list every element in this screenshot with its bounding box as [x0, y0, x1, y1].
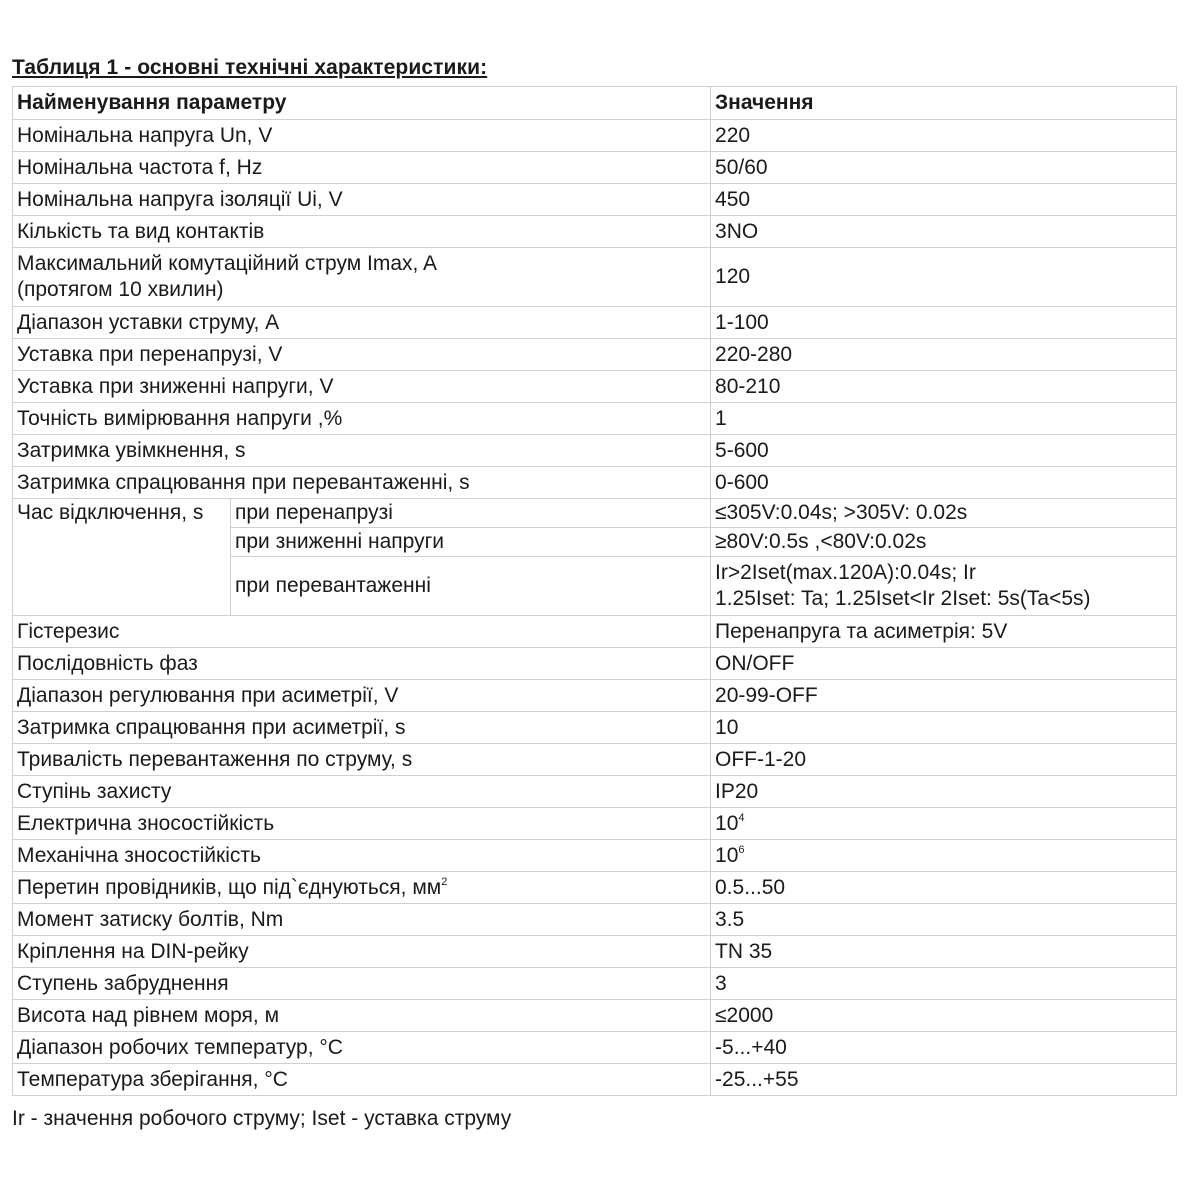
value-cell: 1-100	[711, 307, 1177, 339]
table-row	[13, 776, 1177, 808]
header-value: Значення	[711, 87, 1177, 120]
value-cell: -25...+55	[711, 1064, 1177, 1096]
table-row	[13, 120, 1177, 152]
param-cell: Затримка увімкнення, s	[13, 435, 711, 467]
param-cell: Температура зберігання, °C	[13, 1064, 711, 1096]
table-row	[13, 403, 1177, 435]
param-cell: Номінальна напруга Un, V	[13, 120, 711, 152]
table-row	[13, 744, 1177, 776]
table-row	[13, 248, 1177, 307]
value-line: 1.25Iset: Ta; 1.25Iset<Ir 2Iset: 5s(Ta<5s)	[715, 587, 1091, 610]
value-line: Ir>2Iset(max.120A):0.04s; Ir	[715, 561, 976, 584]
subparam-cell: при перевантаженні	[231, 557, 711, 616]
value-cell: TN 35	[711, 936, 1177, 968]
value-cell: 80-210	[711, 371, 1177, 403]
value-cell: ≤2000	[711, 1000, 1177, 1032]
table-row	[13, 616, 1177, 648]
value-cell: 3	[711, 968, 1177, 1000]
subparam-cell: при перенапрузі	[231, 499, 711, 528]
param-cell: Гістерезис	[13, 616, 711, 648]
value-cell: 20-99-OFF	[711, 680, 1177, 712]
param-cell: Електрична зносостійкість	[13, 808, 711, 840]
table-row	[13, 467, 1177, 499]
value-cell	[711, 840, 1177, 872]
table-row	[13, 712, 1177, 744]
value-cell: 1	[711, 403, 1177, 435]
table-row	[13, 499, 1177, 528]
param-cell: Послідовність фаз	[13, 648, 711, 680]
value-base: 10	[715, 811, 739, 835]
value-exponent: 6	[738, 843, 745, 856]
param-cell: Точність вимірювання напруги ,%	[13, 403, 711, 435]
table-row	[13, 216, 1177, 248]
table-row	[13, 872, 1177, 904]
param-line: (протягом 10 хвилин)	[17, 278, 224, 301]
subparam-cell: при зниженні напруги	[231, 528, 711, 557]
param-exponent: 2	[441, 875, 448, 888]
value-cell: 450	[711, 184, 1177, 216]
value-cell: 50/60	[711, 152, 1177, 184]
value-cell: ≤305V:0.04s; >305V: 0.02s	[711, 499, 1177, 528]
param-line: Максимальний комутаційний струм Imax, A	[17, 252, 438, 275]
value-cell: ≥80V:0.5s ,<80V:0.02s	[711, 528, 1177, 557]
table-row	[13, 371, 1177, 403]
param-cell: Механічна зносостійкість	[13, 840, 711, 872]
param-cell: Висота над рівнем моря, м	[13, 1000, 711, 1032]
value-cell: 0-600	[711, 467, 1177, 499]
trip-time-label: Час відключення, s	[13, 499, 231, 616]
value-cell: 220	[711, 120, 1177, 152]
table-row	[13, 152, 1177, 184]
param-cell: Уставка при зниженні напруги, V	[13, 371, 711, 403]
value-cell: 10	[711, 712, 1177, 744]
param-cell: Діапазон уставки струму, A	[13, 307, 711, 339]
table-row	[13, 808, 1177, 840]
header-param: Найменування параметру	[13, 87, 711, 120]
table-row	[13, 840, 1177, 872]
table-row	[13, 968, 1177, 1000]
value-cell	[711, 808, 1177, 840]
param-cell: Ступінь захисту	[13, 776, 711, 808]
value-cell	[711, 557, 1177, 616]
value-base: 10	[715, 843, 739, 867]
param-cell: Затримка спрацювання при асиметрії, s	[13, 712, 711, 744]
table-row	[13, 648, 1177, 680]
table-row	[13, 936, 1177, 968]
param-cell: Діапазон робочих температур, °C	[13, 1032, 711, 1064]
footnote: Ir - значення робочого струму; Iset - уставка струму	[12, 1107, 512, 1130]
param-cell: Момент затиску болтів, Nm	[13, 904, 711, 936]
table-header-row	[13, 87, 1177, 120]
table-row	[13, 1000, 1177, 1032]
table-row	[13, 184, 1177, 216]
param-cell: Номінальна напруга ізоляції Ui, V	[13, 184, 711, 216]
value-cell: -5...+40	[711, 1032, 1177, 1064]
value-cell: 5-600	[711, 435, 1177, 467]
param-cell: Діапазон регулювання при асиметрії, V	[13, 680, 711, 712]
table-row	[13, 307, 1177, 339]
value-cell: 220-280	[711, 339, 1177, 371]
table-row	[13, 904, 1177, 936]
table-caption: Таблиця 1 - основні технічні характеристики:	[12, 56, 488, 79]
param-cell: Тривалість перевантаження по струму, s	[13, 744, 711, 776]
table-row	[13, 680, 1177, 712]
param-cell: Уставка при перенапрузі, V	[13, 339, 711, 371]
value-cell: 3NO	[711, 216, 1177, 248]
table-row	[13, 1032, 1177, 1064]
param-cell: Кріплення на DIN-рейку	[13, 936, 711, 968]
value-cell: IP20	[711, 776, 1177, 808]
param-cell: Номінальна частота f, Hz	[13, 152, 711, 184]
value-cell: 0.5...50	[711, 872, 1177, 904]
param-cell: Кількість та вид контактів	[13, 216, 711, 248]
value-cell: 3.5	[711, 904, 1177, 936]
value-exponent: 4	[738, 811, 745, 824]
value-cell: ON/OFF	[711, 648, 1177, 680]
table-row	[13, 435, 1177, 467]
table-row	[13, 1064, 1177, 1096]
value-cell: OFF-1-20	[711, 744, 1177, 776]
param-cell	[13, 248, 711, 307]
param-cell: Затримка спрацювання при перевантаженні, s	[13, 467, 711, 499]
specs-table	[12, 86, 1177, 1096]
value-cell: 120	[711, 248, 1177, 307]
value-cell: Перенапруга та асиметрія: 5V	[711, 616, 1177, 648]
param-base: Перетин провідників, що під`єднуються, мм	[17, 875, 442, 899]
param-cell: Ступень забруднення	[13, 968, 711, 1000]
param-cell	[13, 872, 711, 904]
table-row	[13, 339, 1177, 371]
